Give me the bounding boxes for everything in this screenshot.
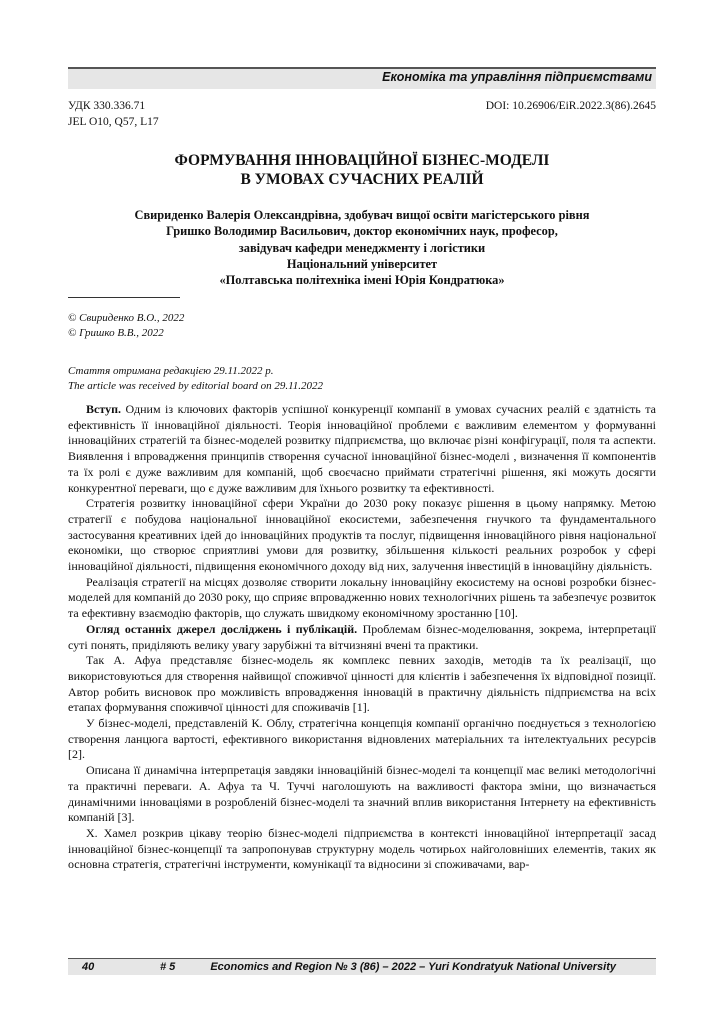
body-paragraph <box>68 826 656 873</box>
doi: DOI: 10.26906/EiR.2022.3(86).2645 <box>485 100 656 112</box>
paragraph-text: Проблемам бізнес-моделювання, зокрема, інтерпретації суті понять, приділяють велику увагу зарубіжні та вітчизняні вчені та практики. <box>68 621 656 652</box>
received-line: Стаття отримана редакцією 29.11.2022 р. <box>68 365 274 377</box>
issue-number: # 5 <box>160 961 176 973</box>
copyright-block <box>68 311 184 340</box>
paragraph-text: Стратегія розвитку інноваційної сфери України до 2030 року показує рішення в цьому напрямку. Метою стратегії є побудова національної інноваційної екосистеми, забезпечення гнучкого та фундаментального застосування креативних ідей до інноваційних продуктів та послуг, підвищення інноваційного рівня національної економіки, що створює сприятливі умови для розвитку, збільшення кількості реальних розробок у сфері інноваційної діяльності, підвищення економічного доходу від них, залучення інвестицій в інноваційну діяльність. <box>68 496 656 574</box>
body-paragraph <box>68 763 656 826</box>
paragraph-text: Реалізація стратегії на місцях дозволяє створити локальну інноваційну екосистему на основі розробки бізнес-моделей для компаній до 2030 року, що сприяє впровадженню нових технологічних рішень та забезпечує розвиток та ефективну взаємодію факторів, що служать швидкому економічному зростанню [10]. <box>68 574 656 621</box>
author-line: Свириденко Валерія Олександрівна, здобувач вищої освіти магістерського рівня <box>134 208 590 222</box>
paragraph-text: У бізнес-моделі, представленій К. Облу, стратегічна концепція компанії органічно поєднується з технологією створення ланцюга вартості, ефективного використання відновлених матеріальних та інтелектуальних ресурсів [2]. <box>68 716 656 762</box>
section-lead: Огляд останніх джерел досліджень і публікацій. <box>86 621 358 636</box>
meta-row-jel <box>68 115 656 129</box>
page-number: 40 <box>82 961 95 973</box>
paragraph-text: Одним із ключових факторів успішної конкуренції компанії в умовах сучасних реалій є здатність та ефективність її інноваційної діяльності. Теорія інноваційної проблеми є важливим елементом у формуванні інноваційних стратегій та бізнес-моделей розвитку підприємства, що включає різні конфігурації, поля та аспекти. Виявлення і впровадження принципів створення сучасної інноваційної бізнес-моделі , визначення її компонентів та їх ролі є дуже важливим для компаній, щоб своєчасно приймати стратегічні рішення, які можуть досягти конкурентної переваги, що є дуже важливим для їхнього розвитку та ефективності. <box>68 402 656 495</box>
received-block <box>68 364 323 393</box>
received-line: The article was received by editorial board on 29.11.2022 <box>68 379 323 392</box>
affiliation-line: Національний університет <box>286 256 438 271</box>
title-line: В УМОВАХ СУЧАСНИХ РЕАЛІЙ <box>240 171 484 188</box>
paragraph-text: Х. Хамел розкрив цікаву теорію бізнес-моделі підприємства в контексті інноваційної інтерпретації засад інноваційної бізнес-концепції та запропонував структурну модель чотирьох найголовніших елементів, таких як основна стратегія, стратегічні інструменти, комунікації та відносини зі споживачами, вар- <box>68 825 656 872</box>
udk-code: УДК 330.336.71 <box>68 100 146 112</box>
body-paragraph <box>68 716 656 763</box>
author-line: Гришко Володимир Васильович, доктор економічних наук, професор, <box>166 224 558 239</box>
journal-header-title: Економіка та управління підприємствами <box>382 70 652 84</box>
body-paragraph <box>68 622 656 653</box>
paragraph-text: Так А. Афуа представляє бізнес-модель як комплекс певних заходів, методів та їх реалізації, що використовуються для створення найвищої споживчої цінності для клієнтів і забезпечення їх відповідної позиції. Автор робить висновок про можливість впровадження інновацій в практичну діяльність підприємства на всіх етапах формування споживчої цінності для споживачів [1]. <box>68 653 656 715</box>
page-footer <box>68 958 656 975</box>
paragraph-text: Описана її динамічна інтерпретація завдяки інноваційній бізнес-моделі та концепції має великі методологічні та практичні переваги. А. Афуа та Ч. Туччі наголошують на важливості фактора зміни, що визначається динамічними інноваціями в розробленій бізнес-моделі та значний вплив використання Інтернету на ефективність компаній [3]. <box>68 763 656 825</box>
paper-title <box>68 151 656 189</box>
body-paragraph <box>68 653 656 716</box>
article-body <box>68 402 656 873</box>
authors-block <box>68 207 656 288</box>
footer-journal: Economics and Region № 3 (86) – 2022 – Yuri Kondratyuk National University <box>210 961 616 973</box>
copyright-line: © Гришко В.В., 2022 <box>68 326 164 339</box>
copyright-line: © Свириденко В.О., 2022 <box>68 312 185 324</box>
jel-codes: JEL O10, Q57, L17 <box>68 116 159 128</box>
affiliation-line: «Полтавська політехніка імені Юрія Кондратюка» <box>219 273 505 288</box>
author-line: завідувач кафедри менеджменту і логістики <box>238 240 486 255</box>
copyright-divider <box>68 297 180 298</box>
body-paragraph <box>68 496 656 575</box>
meta-row-udk <box>68 99 656 113</box>
body-paragraph <box>68 402 656 496</box>
section-lead: Вступ. <box>86 402 121 416</box>
title-line: ФОРМУВАННЯ ІННОВАЦІЙНОЇ БІЗНЕС-МОДЕЛІ <box>174 152 550 169</box>
body-paragraph <box>68 575 656 622</box>
